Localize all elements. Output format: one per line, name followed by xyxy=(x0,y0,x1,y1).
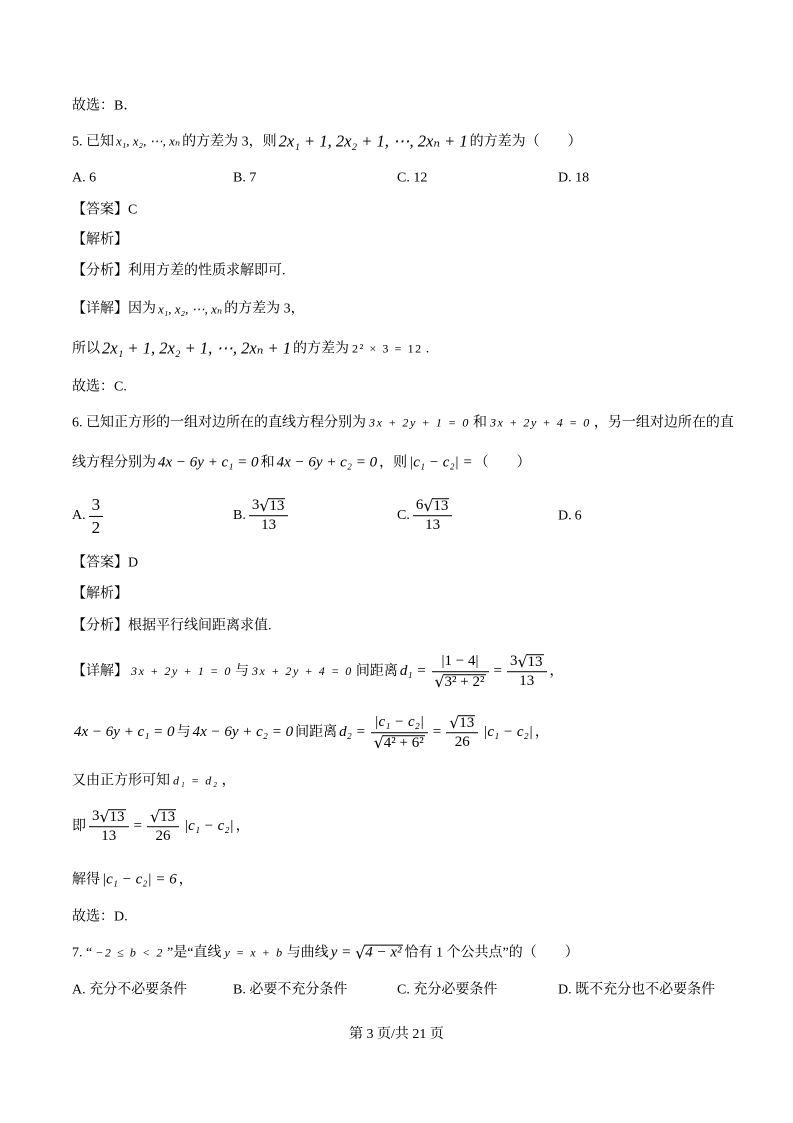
q6-detail-line-3 xyxy=(72,772,236,790)
q6-reasoning-text: 根据平行线间距离求值. xyxy=(128,618,272,634)
prev-conclusion: 故选：B． xyxy=(72,98,138,114)
q5-conclusion: 故选：C. xyxy=(72,379,127,395)
distance-text: 间距离 xyxy=(355,664,398,680)
q7-curve-lhs: y = xyxy=(330,944,352,961)
square-root xyxy=(150,808,176,825)
fraction xyxy=(432,653,489,691)
distance-lhs: d₂ = xyxy=(339,724,366,741)
q5-stem xyxy=(72,132,582,153)
q6-stem-suffix: （ ） xyxy=(474,455,531,471)
q5-stem-prefix: 5. 已知 xyxy=(72,134,114,150)
punctuation: ， xyxy=(178,872,193,888)
detail-text: 解得 xyxy=(72,872,100,888)
q6-reasoning xyxy=(72,617,272,635)
fraction xyxy=(371,714,428,752)
answer-label: 【答案】 xyxy=(72,202,128,218)
connector: 与 xyxy=(176,725,191,741)
numerator xyxy=(446,714,478,733)
equation: d₁ = d₂ xyxy=(173,773,219,788)
q5-detail2-mid: 的方差为 xyxy=(293,341,350,357)
q5-stem-suffix: 的方差为（ ） xyxy=(469,134,582,150)
q7-stem-prefix: 7. “ xyxy=(72,945,93,961)
q6-stem-target: |c₁ − c₂| = xyxy=(409,454,473,471)
punctuation: ， xyxy=(221,773,236,789)
radical-sign: √ xyxy=(259,496,270,516)
q7-option-d: D. 既不充分也不必要条件 xyxy=(558,982,716,998)
square-root xyxy=(374,734,425,751)
square-root xyxy=(355,944,402,961)
equals-sign: = xyxy=(432,724,442,741)
q5-stem-mid: 的方差为 3，则 xyxy=(182,134,277,150)
square-root xyxy=(100,808,126,825)
radicand: 13 xyxy=(527,653,543,670)
fraction xyxy=(249,497,289,535)
coefficient: 6 xyxy=(415,497,424,514)
equation: 3x + 2y + 1 = 0 xyxy=(131,664,232,679)
q7-stem xyxy=(72,944,579,963)
q6-stem-and2: 和 xyxy=(260,455,275,471)
reasoning-label: 【分析】 xyxy=(72,263,128,279)
q6-option-d xyxy=(558,507,582,525)
radicand: 13 xyxy=(160,808,176,825)
q5-option-d: D. 18 xyxy=(558,170,590,186)
distance-text: 间距离 xyxy=(295,725,338,741)
equals-sign: = xyxy=(133,818,143,835)
numerator: |c₁ − c₂| xyxy=(371,714,428,733)
q6-stem-eq1: 3x + 2y + 1 = 0 xyxy=(369,415,470,430)
fraction xyxy=(89,808,129,846)
q5-reasoning-text: 利用方差的性质求解即可. xyxy=(128,263,286,279)
fraction xyxy=(147,808,179,846)
radical-sign: √ xyxy=(150,807,161,827)
q6-analysis-label: 【解析】 xyxy=(72,586,128,602)
q6-stem-line2-prefix: 线方程分别为 xyxy=(72,455,156,471)
q6-option-c xyxy=(397,497,455,535)
radicand: 4 − x² xyxy=(365,944,402,961)
q5-stem-transformed-sequence: 2x₁ + 1, 2x₂ + 1, ⋯, 2xₙ + 1 xyxy=(278,131,468,151)
equals-sign: = xyxy=(493,663,502,680)
denominator: 13 xyxy=(425,517,441,534)
q5-option-b: B. 7 xyxy=(233,170,257,186)
coefficient: 3 xyxy=(92,808,100,825)
reasoning-label: 【分析】 xyxy=(72,618,128,634)
fraction xyxy=(507,653,547,691)
square-root xyxy=(449,714,475,731)
q5-detail-pre: 因为 xyxy=(128,301,156,317)
equation: |c₁ − c₂| = 6 xyxy=(102,871,177,888)
q5-detail2-calc: 2² × 3 = 12 xyxy=(352,341,423,356)
denominator: 26 xyxy=(155,828,171,845)
option-value: 6 xyxy=(574,508,582,524)
q7-line-equation: y = x + b xyxy=(224,945,284,960)
q6-stem-eq4: 4x − 6y + c₂ = 0 xyxy=(276,454,378,471)
q5-answer xyxy=(72,201,137,219)
q6-answer xyxy=(72,554,138,572)
denominator xyxy=(371,733,428,751)
q7-stem-mid1: ”是“直线 xyxy=(167,945,222,961)
q6-detail-line-1 xyxy=(72,653,564,691)
fraction xyxy=(413,497,453,535)
q6-option-b xyxy=(233,497,291,535)
punctuation: ， xyxy=(235,819,250,835)
detail-text: 即 xyxy=(72,819,86,835)
radical-sign: √ xyxy=(355,943,366,963)
q5-detail-line-2 xyxy=(72,339,429,360)
option-label: C. xyxy=(397,508,410,524)
q5-detail-line-1 xyxy=(72,300,305,318)
numerator xyxy=(89,808,129,827)
q7-stem-suffix: 恰有 1 个公共点”的（ ） xyxy=(404,945,579,961)
q7-option-a: A. 充分不必要条件 xyxy=(72,982,188,998)
q6-stem-line-1 xyxy=(72,414,734,432)
fraction xyxy=(446,714,478,752)
punctuation: ， xyxy=(549,664,564,680)
detail-label: 【详解】 xyxy=(72,301,128,317)
radical-sign: √ xyxy=(423,496,434,516)
square-root xyxy=(517,653,543,670)
square-root xyxy=(423,497,449,514)
q5-detail2-sequence: 2x₁ + 1, 2x₂ + 1, ⋯, 2xₙ + 1 xyxy=(102,338,292,358)
numerator: |1 − 4| xyxy=(432,653,489,672)
radical-sign: √ xyxy=(373,733,384,753)
equation: 4x − 6y + c₁ = 0 xyxy=(74,724,175,741)
radical-sign: √ xyxy=(99,807,110,827)
q5-option-c: C. 12 xyxy=(397,170,428,186)
option-label: D. xyxy=(558,508,572,524)
numerator: 3 xyxy=(89,495,104,517)
q7-option-b: B. 必要不充分条件 xyxy=(233,982,348,998)
radicand: 13 xyxy=(269,497,285,514)
numerator xyxy=(249,497,289,516)
q6-detail-line-2 xyxy=(72,714,549,752)
denominator: 13 xyxy=(519,673,535,690)
q6-stem-eq3: 4x − 6y + c₁ = 0 xyxy=(158,454,259,471)
q5-detail2-post: . xyxy=(425,341,430,357)
radicand: 13 xyxy=(433,497,449,514)
q6-stem-eq2: 3x + 2y + 4 = 0 xyxy=(489,415,591,430)
q7-stem-mid2: 与曲线 xyxy=(286,945,329,961)
q6-answer-value: D xyxy=(128,555,139,571)
radical-sign: √ xyxy=(517,652,528,672)
connector: 与 xyxy=(234,664,249,680)
q5-analysis-label: 【解析】 xyxy=(72,232,128,248)
q5-detail2-pre: 所以 xyxy=(72,341,100,357)
detail-text: 又由正方形可知 xyxy=(72,773,170,789)
distance-lhs: d₁ = xyxy=(399,663,427,680)
numerator xyxy=(507,653,547,672)
q6-detail-line-4 xyxy=(72,808,250,846)
option-label: B. xyxy=(233,508,246,524)
denominator: 26 xyxy=(454,734,470,751)
q6-stem-line-2 xyxy=(72,454,531,473)
q6-stem-and1: 和 xyxy=(472,415,487,431)
radicand: 4² + 6² xyxy=(383,735,424,752)
q5-detail-sequence: x₁, x₂, ⋯, xₙ xyxy=(158,300,223,316)
q5-detail-post: 的方差为 3， xyxy=(224,301,305,317)
numerator xyxy=(413,497,453,516)
equation: 4x − 6y + c₂ = 0 xyxy=(192,724,294,741)
q6-stem-then: ，则 xyxy=(379,455,408,471)
denominator xyxy=(432,672,489,690)
q6-stem-mid: ，另一组对边所在的直 xyxy=(593,415,734,431)
radical-sign: √ xyxy=(449,713,460,733)
denominator: 13 xyxy=(261,517,277,534)
coefficient: 3 xyxy=(251,497,260,514)
q5-reasoning xyxy=(72,262,286,280)
punctuation: ， xyxy=(534,725,549,741)
q5-answer-value: C xyxy=(128,202,138,218)
q6-detail-line-5 xyxy=(72,871,193,890)
denominator: 13 xyxy=(101,828,117,845)
absolute-difference: |c₁ − c₂| xyxy=(483,724,533,741)
radical-sign: √ xyxy=(434,672,445,692)
q5-option-a: A. 6 xyxy=(72,170,97,186)
page-footer: 第 3 页/共 21 页 xyxy=(349,1027,444,1042)
answer-label: 【答案】 xyxy=(72,555,128,571)
radicand: 13 xyxy=(459,714,475,731)
denominator: 2 xyxy=(91,517,101,537)
q6-option-a xyxy=(72,495,106,537)
q7-option-c: C. 充分必要条件 xyxy=(397,982,498,998)
fraction xyxy=(89,495,104,537)
radicand: 13 xyxy=(109,808,125,825)
numerator xyxy=(147,808,179,827)
option-label: A. xyxy=(72,508,86,524)
q6-stem-prefix: 6. 已知正方形的一组对边所在的直线方程分别为 xyxy=(72,415,366,431)
absolute-difference: |c₁ − c₂| xyxy=(184,818,234,835)
equation: 3x + 2y + 4 = 0 xyxy=(251,664,353,679)
coefficient: 3 xyxy=(509,653,518,670)
square-root xyxy=(259,497,285,514)
q5-stem-sequence: x₁, x₂, ⋯, xₙ xyxy=(116,133,181,149)
q6-conclusion: 故选：D. xyxy=(72,909,128,925)
radicand: 3² + 2² xyxy=(444,674,485,691)
detail-label: 【详解】 xyxy=(72,664,128,680)
square-root xyxy=(435,673,486,690)
q7-condition: −2 ≤ b < 2 xyxy=(95,945,164,960)
